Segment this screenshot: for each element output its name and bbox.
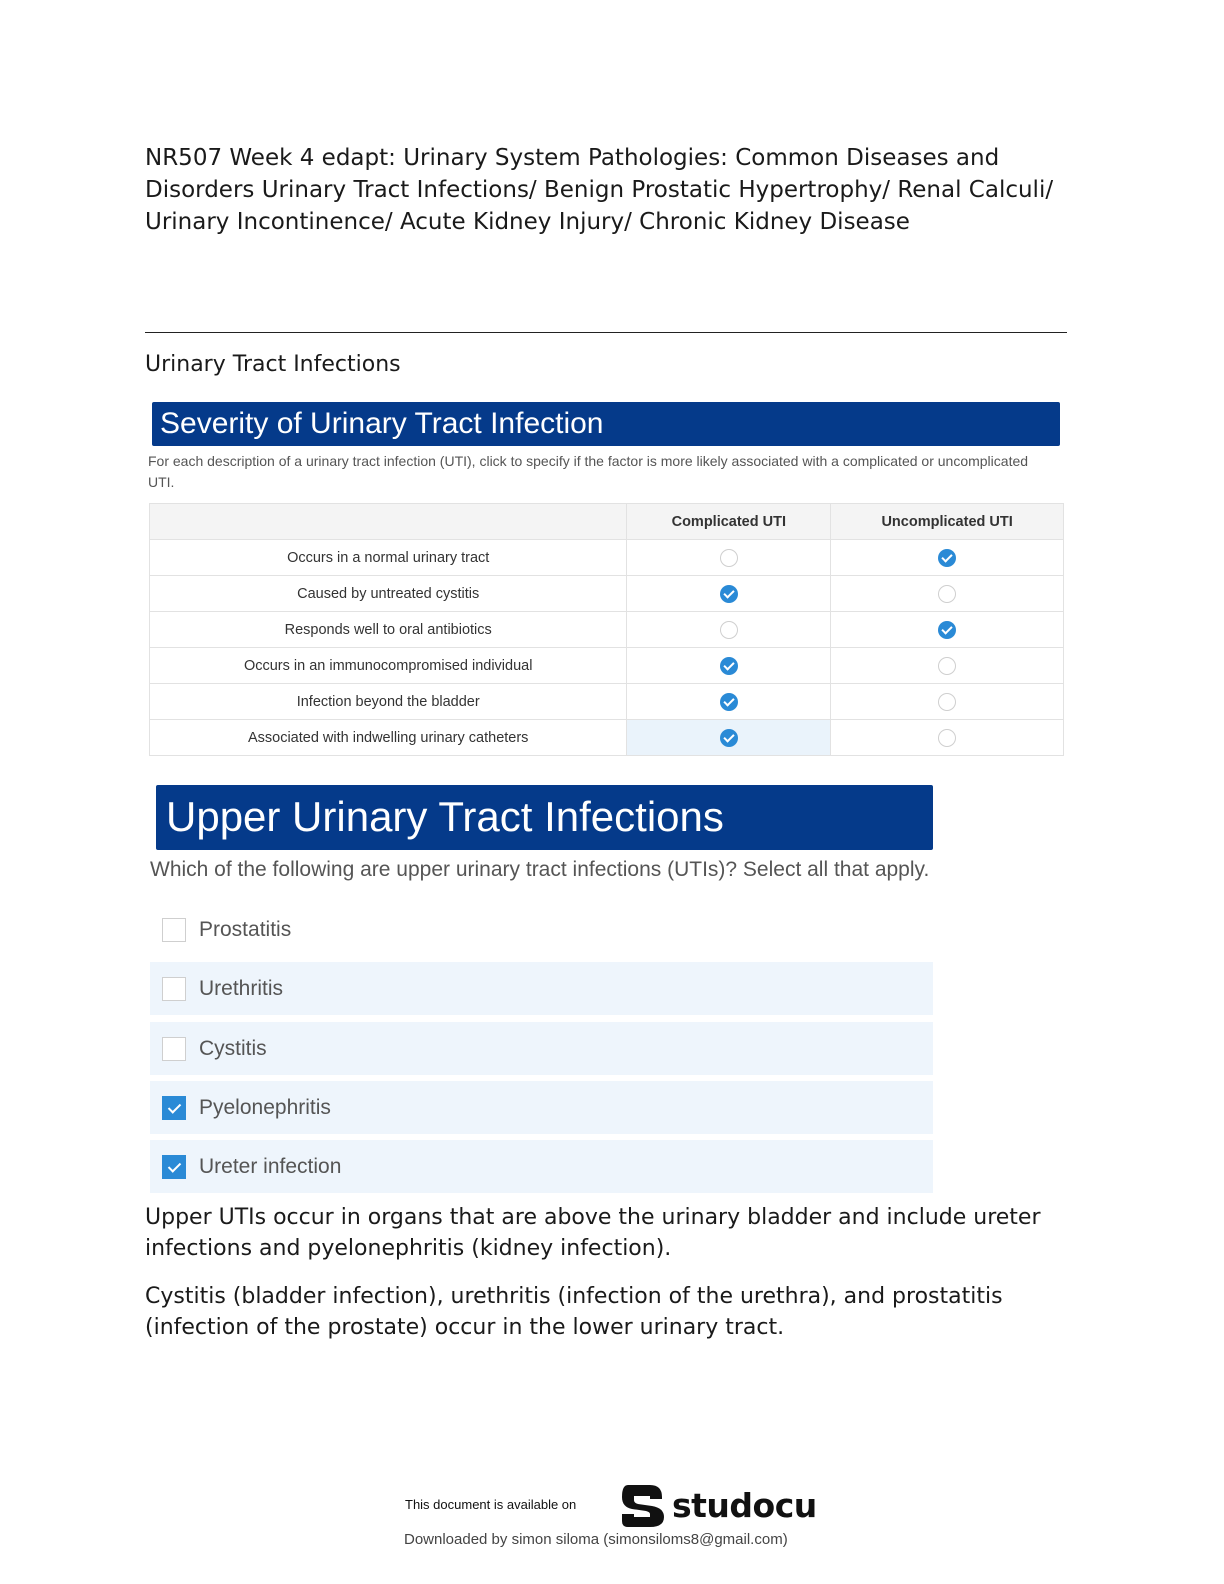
complicated-cell [627,612,831,648]
row-description: Responds well to oral antibiotics [150,612,627,648]
uncomplicated-radio[interactable] [938,585,956,603]
row-description: Caused by untreated cystitis [150,576,627,612]
explanation-paragraph-2: Cystitis (bladder infection), urethritis (infection of the urethra), and prostatitis (infection of the prostate) occur in the lower urinary tract. [145,1284,1003,1340]
complicated-cell [627,720,831,756]
studocu-logo-icon [620,1481,666,1529]
uncomplicated-radio[interactable] [938,657,956,675]
option-pyelonephritis[interactable] [150,1081,933,1134]
uncomplicated-radio[interactable] [938,693,956,711]
option-checkbox[interactable] [162,1037,186,1061]
row-description: Occurs in a normal urinary tract [150,540,627,576]
option-cystitis[interactable] [150,1022,933,1075]
document-title: NR507 Week 4 edapt: Urinary System Pathologies: Common Diseases and Disorders Urinary Tract Infections/ Benign Prostatic Hypertrophy/ Renal Calculi/ Urinary Incontinence/ Acute Kidney Injury/ Chronic Kidney Disease [145,145,1054,235]
studocu-logo[interactable] [620,1481,817,1529]
option-label: Pyelonephritis [199,1095,331,1119]
option-checkbox[interactable] [162,977,186,1001]
table-header-complicated: Complicated UTI [627,504,831,540]
option-checkbox[interactable] [162,918,186,942]
complicated-cell [627,540,831,576]
complicated-radio[interactable] [720,621,738,639]
table-row [150,720,1064,756]
uncomplicated-cell [831,612,1064,648]
uncomplicated-cell [831,540,1064,576]
table-header-row [150,504,1064,540]
uncomplicated-cell [831,684,1064,720]
complicated-radio[interactable] [720,729,738,747]
complicated-radio[interactable] [720,549,738,567]
section-heading: Urinary Tract Infections [145,352,401,377]
uncomplicated-radio[interactable] [938,549,956,567]
upper-uti-question: Which of the following are upper urinary tract infections (UTIs)? Select all that apply. [150,858,930,881]
uncomplicated-radio[interactable] [938,621,956,639]
uncomplicated-cell [831,720,1064,756]
option-label: Prostatitis [199,917,292,941]
table-row [150,540,1064,576]
table-row [150,648,1064,684]
table-header-description [150,504,627,540]
complicated-radio[interactable] [720,693,738,711]
uncomplicated-radio[interactable] [938,729,956,747]
complicated-cell [627,684,831,720]
row-description: Occurs in an immunocompromised individual [150,648,627,684]
option-label: Ureter infection [199,1154,342,1178]
option-checkbox[interactable] [162,1155,186,1179]
table-row [150,576,1064,612]
table-header-uncomplicated: Uncomplicated UTI [831,504,1064,540]
footer-downloaded-by: Downloaded by simon siloma (simonsiloms8@gmail.com) [404,1531,788,1548]
complicated-cell [627,648,831,684]
uncomplicated-cell [831,648,1064,684]
option-urethritis[interactable] [150,962,933,1015]
severity-table [149,503,1064,756]
horizontal-divider [145,332,1067,333]
table-row [150,684,1064,720]
complicated-radio[interactable] [720,585,738,603]
studocu-wordmark: studocu [672,1485,817,1525]
severity-instructions: For each description of a urinary tract infection (UTI), click to specify if the factor is more likely associated with a complicated or uncomplicated UTI. [148,453,1029,490]
row-description: Infection beyond the bladder [150,684,627,720]
option-ureter-infection[interactable] [150,1140,933,1193]
complicated-radio[interactable] [720,657,738,675]
table-row [150,612,1064,648]
option-prostatitis[interactable] [150,903,933,956]
row-description: Associated with indwelling urinary catheters [150,720,627,756]
upper-uti-banner: Upper Urinary Tract Infections [156,785,933,850]
option-checkbox[interactable] [162,1096,186,1120]
option-label: Urethritis [199,976,284,1000]
complicated-cell [627,576,831,612]
uncomplicated-cell [831,576,1064,612]
severity-banner: Severity of Urinary Tract Infection [152,402,1060,446]
option-label: Cystitis [199,1036,267,1060]
footer-available-text: This document is available on [405,1497,577,1512]
explanation-paragraph-1: Upper UTIs occur in organs that are above the urinary bladder and include ureter infections and pyelonephritis (kidney infection). [145,1205,1041,1261]
